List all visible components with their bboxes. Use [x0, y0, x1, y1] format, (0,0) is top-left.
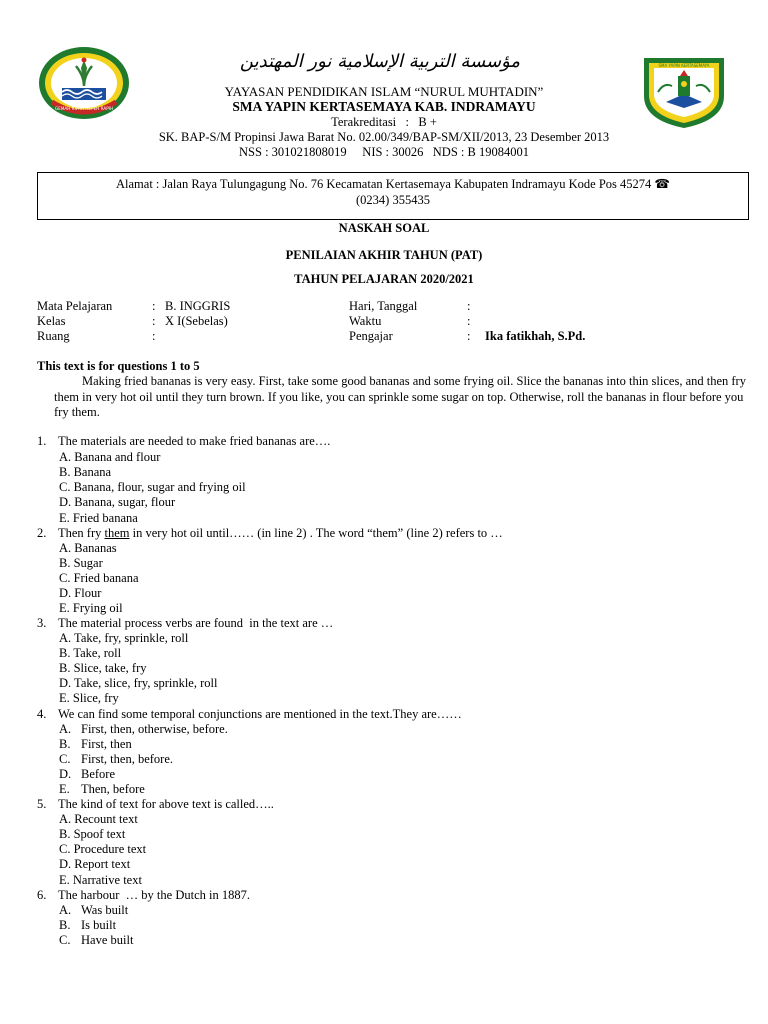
option-letter: C. [59, 752, 71, 766]
question-4 [37, 707, 462, 722]
question-number: 2. [37, 526, 47, 540]
info-label-subject: Mata Pelajaran [37, 299, 113, 313]
address-box [37, 172, 749, 220]
question-text: The materials are needed to make fried bananas are…. [58, 434, 331, 448]
option-text: First, then, otherwise, before. [81, 722, 228, 736]
question-number: 3. [37, 616, 47, 630]
option: D. Flour [59, 586, 102, 600]
question-number: 4. [37, 707, 47, 721]
option: D. Banana, sugar, flour [59, 495, 176, 509]
reading-passage: Making fried bananas is very easy. First, take some good bananas and some frying oil. Slice the bananas into thin slices, and then fry them in very hot oil until they turn brown. If you like, you can sprinkle some sugar on top. Otherwise, roll the bananas in flour before you fry them. [54, 374, 746, 419]
option [59, 767, 115, 782]
foundation-name: YAYASAN PENDIDIKAN ISLAM “NURUL MUHTADIN” [224, 84, 544, 99]
question-text: We can find some temporal conjunctions are mentioned in the text.They are…… [58, 707, 462, 721]
option-letter: A. [59, 722, 72, 736]
address-line-1: Alamat : Jalan Raya Tulungagung No. 76 Kecamatan Kertasemaya Kabupaten Indramayu Kode Pos 45274 ☎ [116, 177, 670, 191]
question-number: 1. [37, 434, 47, 448]
doc-title: NASKAH SOAL [338, 221, 430, 235]
year-title: TAHUN PELAJARAN 2020/2021 [294, 272, 474, 286]
option [59, 737, 132, 752]
school-shield-logo [638, 54, 730, 130]
option: B. Take, roll [59, 646, 122, 660]
option: A. Bananas [59, 541, 117, 555]
option-text: First, then [81, 737, 132, 751]
option: C. Fried banana [59, 571, 139, 585]
option-letter: A. [59, 903, 72, 917]
option-text: Have built [81, 933, 134, 947]
question-text-pre: Then fry [58, 526, 105, 540]
question-2 [37, 526, 503, 541]
question-number: 5. [37, 797, 47, 811]
option: E. Slice, fry [59, 691, 119, 705]
arabic-title: مؤسسة التربية الإسلامية نور المهتدين [239, 51, 521, 72]
school-ids: NSS : 301021808019 NIS : 30026 NDS : B 19084001 [239, 145, 529, 159]
question-6 [37, 888, 250, 903]
address-line-2: (0234) 355435 [356, 193, 430, 207]
info-sep: : [467, 314, 471, 328]
left-logo-caption: GEMAH RIPAH REPEH RAPIH [54, 106, 114, 111]
info-value-class: X I(Sebelas) [165, 314, 228, 328]
info-sep: : [467, 329, 471, 343]
question-text: The material process verbs are found in the text are … [58, 616, 334, 630]
option-text: First, then, before. [81, 752, 173, 766]
option [59, 903, 128, 918]
info-value-subject: B. INGGRIS [165, 299, 231, 313]
option: B. Banana [59, 465, 112, 479]
option-letter: B. [59, 737, 71, 751]
option: A. Take, fry, sprinkle, roll [59, 631, 189, 645]
option: B. Sugar [59, 556, 103, 570]
option-letter: C. [59, 933, 71, 947]
question-text: The harbour … by the Dutch in 1887. [58, 888, 250, 902]
option: E. Fried banana [59, 511, 138, 525]
underlined-word: them [104, 526, 130, 540]
info-label-room: Ruang [37, 329, 70, 343]
info-value-teacher: Ika fatikhah, S.Pd. [485, 329, 586, 343]
accreditation: Terakreditasi : B + [331, 115, 437, 129]
info-sep: : [152, 329, 156, 343]
option-letter: D. [59, 767, 72, 781]
question-text: The kind of text for above text is called….. [58, 797, 274, 811]
section-title: This text is for questions 1 to 5 [37, 359, 200, 373]
option-letter: B. [59, 918, 71, 932]
option: E. Frying oil [59, 601, 123, 615]
option-text: Was built [81, 903, 129, 917]
question-3 [37, 616, 333, 631]
option [59, 933, 133, 948]
option: B. Spoof text [59, 827, 126, 841]
info-sep: : [467, 299, 471, 313]
info-label-time: Waktu [349, 314, 382, 328]
info-label-teacher: Pengajar [349, 329, 393, 343]
info-label-date: Hari, Tanggal [349, 299, 418, 313]
option-text: Is built [81, 918, 117, 932]
question-1 [37, 434, 330, 449]
right-logo-caption: SMA YAPIN KERTASEMAYA [658, 63, 710, 68]
info-label-class: Kelas [37, 314, 66, 328]
info-sep: : [152, 299, 156, 313]
option-text: Before [81, 767, 116, 781]
option: A. Banana and flour [59, 450, 161, 464]
sk-decree: SK. BAP-S/M Propinsi Jawa Barat No. 02.00/349/BAP-SM/XII/2013, 23 Desember 2013 [158, 130, 610, 144]
option [59, 918, 116, 933]
question-text-post: in very hot oil until…… (in line 2) . The word “them” (line 2) refers to … [129, 526, 503, 540]
option: D. Report text [59, 857, 131, 871]
question-5 [37, 797, 274, 812]
option [59, 722, 228, 737]
option-text: Then, before [81, 782, 145, 796]
option: D. Take, slice, fry, sprinkle, roll [59, 676, 218, 690]
option: A. Recount text [59, 812, 138, 826]
option: E. Narrative text [59, 873, 142, 887]
option: B. Slice, take, fry [59, 661, 147, 675]
option [59, 752, 173, 767]
option: C. Procedure text [59, 842, 147, 856]
option: C. Banana, flour, sugar and frying oil [59, 480, 246, 494]
option-letter: E. [59, 782, 70, 796]
school-name: SMA YAPIN KERTASEMAYA KAB. INDRAMAYU [232, 99, 536, 114]
question-number: 6. [37, 888, 47, 902]
info-sep: : [152, 314, 156, 328]
exam-title: PENILAIAN AKHIR TAHUN (PAT) [285, 248, 483, 262]
option [59, 782, 145, 797]
